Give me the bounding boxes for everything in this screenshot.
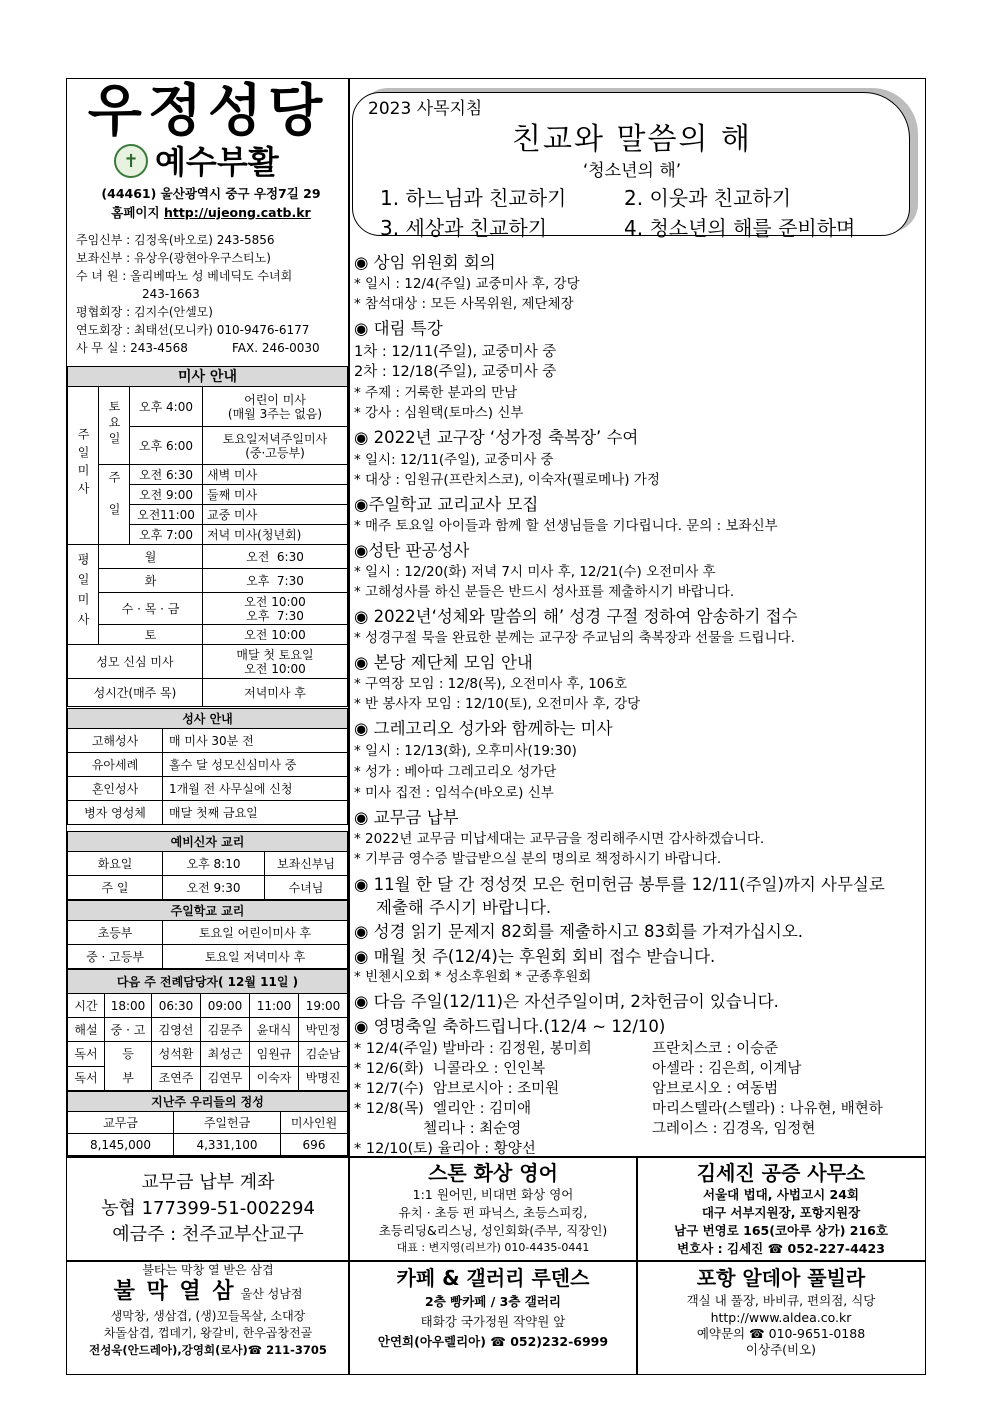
catechumen-table <box>67 831 348 900</box>
weekday-time: 오전 10:00 오후 7:30 <box>203 593 348 625</box>
mass-time: 오전 6:30 <box>130 465 203 485</box>
notice-5-title: ◉성탄 판공성사 <box>354 541 470 560</box>
mass-time: 오후 6:00 <box>130 427 203 465</box>
ad2-line: 1:1 원어민, 비대면 화상 영어 <box>412 1187 574 1202</box>
liturgy-cell: 김영선 <box>152 1018 201 1042</box>
ad3-title: 김세진 공증 사무소 <box>696 1161 866 1185</box>
mary-mass-label: 성모 신심 미사 <box>68 645 203 679</box>
feast-left: * 12/4(주일) 발바라 : 김정원, 봉미희 <box>354 1041 592 1057</box>
notice-1-line: * 참석대상 : 모든 사목위원, 제단체장 <box>354 296 574 312</box>
sacrament-name: 병자 영성체 <box>68 801 163 825</box>
staff-line-1: 주임신부 : 김정욱(바오로) 243-5856 <box>76 233 275 247</box>
offering-stats-table <box>67 1091 348 1156</box>
sacrament-name: 혼인성사 <box>68 777 163 801</box>
mass-name: 교중 미사 <box>203 505 348 525</box>
liturgy-header: 11:00 <box>250 994 299 1018</box>
liturgy-role: 해설 <box>68 1018 105 1042</box>
stats-value: 696 <box>281 1134 348 1156</box>
weekday-time: 오후 7:30 <box>203 569 348 593</box>
ad-cafe-ludens <box>350 1264 636 1352</box>
weekday-day: 토 <box>99 625 203 645</box>
ad1-line: 농협 177399-51-002294 <box>101 1198 315 1219</box>
mass-time: 오전11:00 <box>130 505 203 525</box>
notice-2-line: 1차 : 12/11(주일), 교중미사 중 <box>354 344 557 360</box>
saturday-label: 토요일 <box>99 387 130 465</box>
notice-8-line: * 일시 : 12/13(화), 오후미사(19:30) <box>354 743 577 759</box>
staff-line-4: 243-1663 <box>142 287 200 301</box>
mass-name: 토요일저녁주일미사 (중·고등부) <box>203 427 348 465</box>
parish-homepage <box>76 205 346 221</box>
mass-name: 둘째 미사 <box>203 485 348 505</box>
pastoral-banner <box>352 88 918 238</box>
liturgy-table <box>67 969 348 1091</box>
ad5-line: 안연희(아우렐리아) ☎ 052)232-6999 <box>377 1334 609 1349</box>
ad4-branch: 울산 성남점 <box>240 1287 303 1301</box>
liturgy-cell: 조연주 <box>152 1066 201 1091</box>
ad3-line: 남구 번영로 165(코아루 상가) 216호 <box>674 1223 888 1238</box>
feast-right: 프란치스코 : 이승준 <box>652 1041 779 1057</box>
stats-header: 미사인원 <box>281 1112 348 1134</box>
stats-title: 지난주 우리들의 정성 <box>68 1092 348 1112</box>
ad2-line: 초등리딩&리스닝, 성인회화(주부, 직장인) <box>378 1223 608 1238</box>
liturgy-group-merged: 등 부 <box>105 1042 152 1091</box>
ad6-line: 예약문의 ☎ 010-9651-0188 <box>696 1326 866 1341</box>
liturgy-cell: 성석환 <box>152 1042 201 1067</box>
catechumen-time: 오전 9:30 <box>163 876 265 900</box>
sunday-school-title: 주일학교 교리 <box>68 901 348 921</box>
liturgy-cell: 김순남 <box>299 1042 348 1067</box>
liturgy-header: 시간 <box>68 994 105 1018</box>
catechumen-day: 주 일 <box>68 876 163 900</box>
mass-name: 새벽 미사 <box>203 465 348 485</box>
notice-12-title: ◉ 매월 첫 주(12/4)는 후원회 회비 접수 받습니다. <box>354 947 716 966</box>
ad5-line: 태화강 국가정원 작약원 앞 <box>420 1314 566 1329</box>
ad1-line: 예금주 : 천주교부산교구 <box>112 1224 304 1245</box>
staff-line-5: 평협회장 : 김지수(안셀모) <box>76 305 213 319</box>
liturgy-group: 중 · 고 <box>105 1018 152 1042</box>
weekday-day: 월 <box>99 545 203 569</box>
ad4-line: 차돌삼겹, 껍데기, 왕갈비, 한우곱창전골 <box>103 1326 313 1340</box>
liturgy-cell: 윤대식 <box>250 1018 299 1042</box>
sacrament-name: 유아세례 <box>68 753 163 777</box>
ad3-line: 서울대 법대, 사법고시 24회 <box>703 1187 859 1202</box>
sacrament-desc: 홀수 달 성모신심미사 중 <box>163 753 348 777</box>
office-phone: 사 무 실 : 243-4568 <box>76 341 188 355</box>
feast-left: * 12/6(화) 니콜라오 : 인인복 <box>354 1061 546 1077</box>
notice-3-line: * 대상 : 임원규(프란치스코), 이숙자(필로메나) 가정 <box>354 472 660 488</box>
liturgy-title: 다음 주 전례담당자( 12월 11일 ) <box>68 970 348 994</box>
notice-10-line: 제출해 주시기 바랍니다. <box>376 898 552 917</box>
notice-9-line: * 기부금 영수증 발급받으실 분의 명의로 책정하시기 바랍니다. <box>354 851 722 867</box>
mass-name: 저녁 미사(청년회) <box>203 525 348 545</box>
ad1-line: 교무금 납부 계좌 <box>141 1172 275 1193</box>
notice-6-line: * 성경구절 묵을 완료한 분께는 교구장 주교님의 축복장과 선물을 드립니다. <box>354 630 795 646</box>
notice-4-line: * 매주 토요일 아이들과 함께 할 선생님들을 기다립니다. 문의 : 보좌신부 <box>354 518 778 534</box>
liturgy-role: 독서 <box>68 1042 105 1067</box>
liturgy-header: 09:00 <box>201 994 250 1018</box>
notice-7-title: ◉ 본당 제단체 모임 안내 <box>354 653 533 672</box>
homepage-link[interactable]: http://ujeong.catb.kr <box>163 205 311 220</box>
feast-left: * 12/10(토) 율리아 : 황양선 <box>354 1141 536 1157</box>
feast-right: 마리스텔라(스텔라) : 나유현, 배현하 <box>652 1101 883 1117</box>
stats-value: 8,145,000 <box>68 1134 174 1156</box>
notice-11: ◉ 성경 읽기 문제지 82회를 제출하시고 83회를 가져가십시오. <box>354 922 804 941</box>
catechumen-teacher: 수녀님 <box>265 876 348 900</box>
ad6-title: 포항 알데아 풀빌라 <box>696 1266 866 1290</box>
parish-subtitle: 예수부활 <box>155 143 279 181</box>
feast-left: * 12/7(수) 암브로시아 : 조미원 <box>354 1081 560 1097</box>
feast-left: 첼리나 : 최순영 <box>354 1121 522 1137</box>
mass-time: 오후 4:00 <box>130 387 203 427</box>
mass-time: 오후 7:00 <box>130 525 203 545</box>
ad6-line: 객실 내 풀장, 바비큐, 편의점, 식당 <box>686 1293 876 1308</box>
notice-13: ◉ 다음 주일(12/11)은 자선주일이며, 2차헌금이 있습니다. <box>354 992 779 1011</box>
notice-9-title: ◉ 교무금 납부 <box>354 808 459 827</box>
liturgy-cell: 박명진 <box>299 1066 348 1091</box>
school-time: 토요일 저녁미사 후 <box>163 945 348 969</box>
school-time: 토요일 어린이미사 후 <box>163 921 348 945</box>
sacrament-name: 고해성사 <box>68 729 163 753</box>
weekday-time: 오전 6:30 <box>203 545 348 569</box>
notice-1-title: ◉ 상임 위원회 회의 <box>354 253 496 272</box>
ad6-link[interactable]: http://www.aldea.co.kr <box>710 1310 852 1325</box>
notice-2-line: * 주제 : 거룩한 분과의 만남 <box>354 385 518 401</box>
stats-header: 주일헌금 <box>174 1112 281 1134</box>
liturgy-cell: 김연무 <box>201 1066 250 1091</box>
sunday-label: 주일 <box>99 465 130 545</box>
sacrament-desc: 1개월 전 사무실에 신청 <box>163 777 348 801</box>
school-grade: 중 · 고등부 <box>68 945 163 969</box>
ad4-line: 생막창, 생삼겹, (생)꼬들목살, 소대장 <box>110 1309 306 1323</box>
feast-right: 그레이스 : 김경옥, 임정현 <box>652 1121 816 1137</box>
notice-5-line: * 고해성사를 하신 분들은 반드시 성사표를 제출하시기 바랍니다. <box>354 584 735 600</box>
ad3-line: 대구 서부지원장, 포항지원장 <box>701 1205 861 1220</box>
banner-item-1: 1. 하느님과 친교하기 <box>380 186 567 210</box>
ad3-line: 변호사 : 김세진 ☎ 052-227-4423 <box>677 1241 885 1256</box>
notice-14-title: ◉ 영명축일 축하드립니다.(12/4 ~ 12/10) <box>354 1017 666 1036</box>
sacrament-desc: 매 미사 30분 전 <box>163 729 348 753</box>
ad-bulmak-restaurant <box>68 1262 348 1359</box>
catechumen-teacher: 보좌신부님 <box>265 852 348 876</box>
mary-mass-time: 매달 첫 토요일 오전 10:00 <box>203 645 348 679</box>
liturgy-cell: 김문주 <box>201 1018 250 1042</box>
notice-8-line: * 성가 : 베아따 그레고리오 성가단 <box>354 764 557 780</box>
catechumen-title: 예비신자 교리 <box>68 832 348 852</box>
sacrament-desc: 매달 첫째 금요일 <box>163 801 348 825</box>
parish-address: (44461) 울산광역시 중구 우정7길 29 <box>101 186 321 201</box>
ad2-title: 스톤 화상 영어 <box>428 1161 558 1185</box>
liturgy-role: 독서 <box>68 1066 105 1091</box>
sacraments-title: 성사 안내 <box>68 709 348 729</box>
column-divider <box>348 78 350 1156</box>
catechumen-time: 오후 8:10 <box>163 852 265 876</box>
notice-10-line: ◉ 11월 한 달 간 정성껏 모은 헌미헌금 봉투를 12/11(주일)까지 사무실로 <box>354 875 885 894</box>
liturgy-cell: 임원규 <box>250 1042 299 1067</box>
feast-right: 암브로시오 : 여동범 <box>652 1081 779 1097</box>
banner-item-2: 2. 이웃과 친교하기 <box>624 186 792 210</box>
mass-time: 오전 9:00 <box>130 485 203 505</box>
notice-2-line: * 강사 : 심원택(토마스) 신부 <box>354 405 524 421</box>
notice-7-line: * 구역장 모임 : 12/8(목), 오전미사 후, 106호 <box>354 676 628 692</box>
mass-name: 어린이 미사 (매월 3주는 없음) <box>203 387 348 427</box>
ad4-top: 불타는 막창 열 받은 삼겹 <box>142 1263 274 1277</box>
liturgy-cell: 최성근 <box>201 1042 250 1067</box>
parish-title: 우정성당 <box>87 79 329 144</box>
stats-header: 교무금 <box>68 1112 174 1134</box>
notice-2-title: ◉ 대림 특강 <box>354 319 443 338</box>
ad-notary-office <box>638 1160 924 1258</box>
feast-left: * 12/8(목) 엘리안 : 김미애 <box>354 1101 532 1117</box>
parish-emblem-icon: ✝ <box>114 144 148 178</box>
ad2-line: 유치 · 초등 펀 파닉스, 초등스피킹, <box>398 1205 588 1220</box>
banner-item-3: 3. 세상과 친교하기 <box>380 216 548 240</box>
stats-value: 4,331,100 <box>174 1134 281 1156</box>
weekday-time: 오전 10:00 <box>203 625 348 645</box>
sacraments-table <box>67 708 348 825</box>
sunday-school-table <box>67 900 348 969</box>
ad5-title: 카페 & 갤러리 루덴스 <box>396 1266 590 1290</box>
ad4-title: 불 막 열 삼 <box>113 1279 236 1304</box>
notice-4-title: ◉주일학교 교리교사 모집 <box>354 495 539 514</box>
ad-aldea-poolvilla <box>638 1264 924 1358</box>
weekday-day: 수 · 목 · 금 <box>99 593 203 625</box>
notice-9-line: * 2022년 교무금 미납세대는 교무금을 정리해주시면 감사하겠습니다. <box>354 831 765 847</box>
notice-7-line: * 반 봉사자 모임 : 12/10(토), 오전미사 후, 강당 <box>354 696 641 712</box>
sunday-mass-label: 주일미사 <box>68 387 99 545</box>
holy-hour-label: 성시간(매주 목) <box>68 679 203 707</box>
notice-6-title: ◉ 2022년‘성체와 말씀의 해’ 성경 구절 정하여 암송하기 접수 <box>354 607 798 626</box>
weekday-day: 화 <box>99 569 203 593</box>
holy-hour-time: 저녁미사 후 <box>203 679 348 707</box>
liturgy-cell: 이숙자 <box>250 1066 299 1091</box>
ad-donation-account <box>68 1170 348 1248</box>
liturgy-header: 19:00 <box>299 994 348 1018</box>
liturgy-header: 06:30 <box>152 994 201 1018</box>
banner-sub: ‘청소년의 해’ <box>582 161 682 181</box>
mass-title: 미사 안내 <box>68 367 348 387</box>
mass-schedule-table <box>67 366 348 707</box>
staff-line-3: 수 녀 원 : 올리베따노 성 베네딕도 수녀회 <box>76 269 293 283</box>
weekday-mass-label: 평일미사 <box>68 545 99 645</box>
staff-line-2: 보좌신부 : 유상우(광현아우구스티노) <box>76 251 271 265</box>
notice-2-line: 2차 : 12/18(주일), 교중미사 중 <box>354 364 557 380</box>
homepage-label: 홈페이지 <box>111 205 160 220</box>
notice-8-title: ◉ 그레고리오 성가와 함께하는 미사 <box>354 719 613 738</box>
ad4-title-row <box>68 1278 348 1308</box>
notice-8-line: * 미사 집전 : 임석수(바오로) 신부 <box>354 785 554 801</box>
ad-stone-english <box>350 1160 636 1256</box>
feast-right: 아셀라 : 김은희, 이계남 <box>652 1061 802 1077</box>
school-grade: 초등부 <box>68 921 163 945</box>
liturgy-cell: 박민정 <box>299 1018 348 1042</box>
banner-item-4: 4. 청소년의 해를 준비하며 <box>624 216 856 240</box>
ad5-line: 2층 빵카페 / 3층 갤러리 <box>425 1294 561 1309</box>
ad2-line: 대표 : 변지영(리브가) 010-4435-0441 <box>396 1241 590 1254</box>
notice-12-line: * 빈첸시오회 * 성소후원회 * 군종후원회 <box>354 969 592 985</box>
liturgy-header: 18:00 <box>105 994 152 1018</box>
catechumen-day: 화요일 <box>68 852 163 876</box>
notice-3-line: * 일시: 12/11(주일), 교중미사 중 <box>354 452 554 468</box>
ad6-line: 이상주(비오) <box>745 1342 817 1357</box>
banner-main: 친교와 말씀의 해 <box>512 122 752 157</box>
notice-1-line: * 일시 : 12/4(주일) 교중미사 후, 강당 <box>354 276 580 292</box>
ad4-line: 전성욱(안드레아),강영희(로사)☎ 211-3705 <box>89 1343 327 1357</box>
notice-5-line: * 일시 : 12/20(화) 저녁 7시 미사 후, 12/21(수) 오전미사 후 <box>354 564 716 580</box>
staff-line-6: 연도회장 : 최태선(모니카) 010-9476-6177 <box>76 323 310 337</box>
office-fax: FAX. 246-0030 <box>232 341 320 355</box>
banner-year: 2023 사목지침 <box>368 99 483 119</box>
notice-3-title: ◉ 2022년 교구장 ‘성가정 축복장’ 수여 <box>354 428 639 447</box>
